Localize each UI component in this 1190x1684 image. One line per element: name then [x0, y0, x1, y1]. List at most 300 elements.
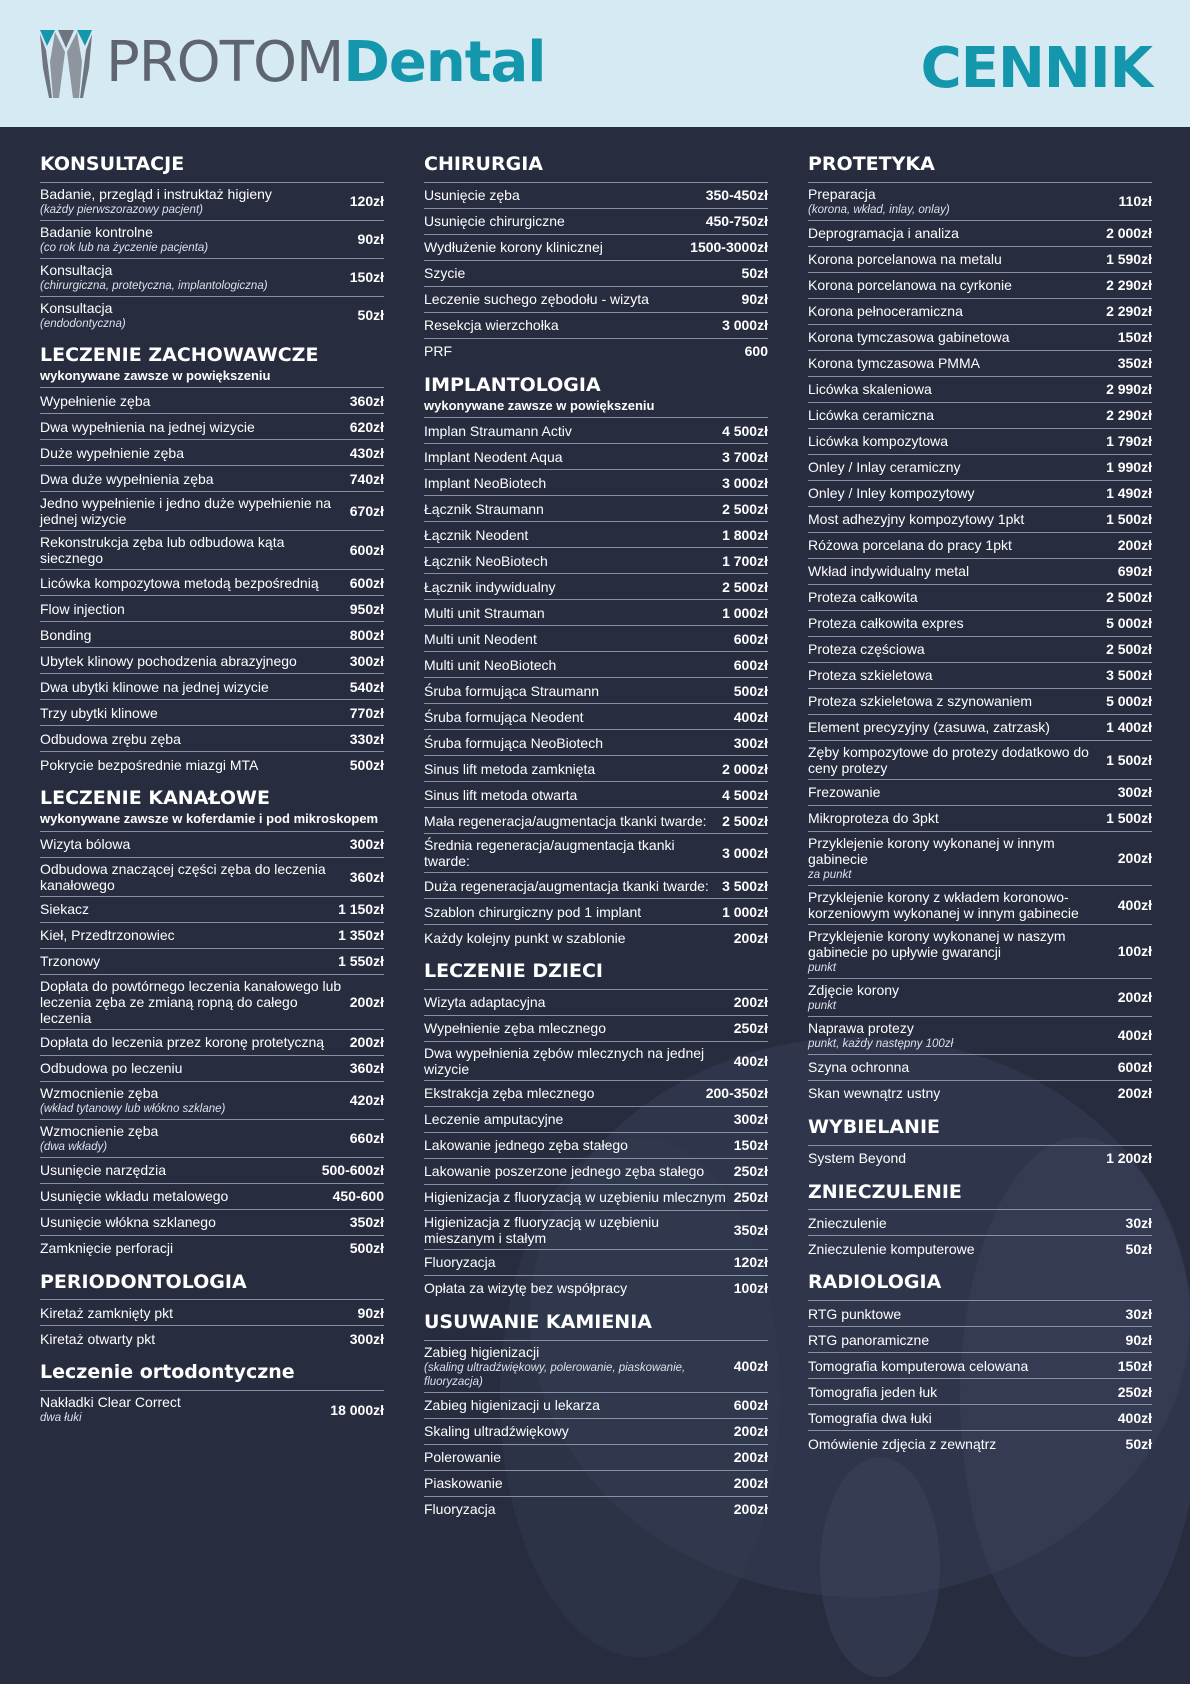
service-name: Kiretaż zamknięty pkt: [40, 1304, 174, 1321]
price-row-label: [424, 265, 742, 281]
service-price: 600zł: [1117, 1059, 1152, 1076]
service-price: 500-600zł: [321, 1162, 384, 1179]
section-title: LECZENIE DZIECI: [424, 960, 603, 983]
service-name: Implan Straumann Activ: [424, 422, 572, 439]
price-row-label: [424, 683, 734, 699]
service-name: Dwa duże wypełnienia zęba: [40, 470, 214, 487]
price-row: [424, 312, 768, 338]
price-row: [40, 1390, 384, 1428]
price-row: [424, 729, 768, 755]
service-price: 2 500zł: [1106, 589, 1152, 606]
service-price: 1 490zł: [1106, 485, 1152, 502]
page-title: CENNIK: [920, 36, 1152, 101]
price-row-label: [424, 1397, 734, 1413]
price-row-label: [808, 1410, 1118, 1426]
service-price: 600zł: [733, 630, 768, 647]
service-name: Łącznik Straumann: [424, 500, 544, 517]
price-row-label: [424, 631, 734, 647]
service-price: 200zł: [349, 1034, 384, 1051]
price-row-label: [40, 1123, 350, 1154]
price-row: [808, 779, 1152, 805]
service-price: 50zł: [1125, 1240, 1152, 1257]
service-price: 400zł: [1117, 1409, 1152, 1426]
section-title: LECZENIE ZACHOWAWCZE: [40, 343, 319, 366]
service-price: 2 000zł: [722, 760, 768, 777]
service-price: 330zł: [349, 730, 384, 747]
price-row: [808, 220, 1152, 246]
service-name: Odbudowa zrębu zęba: [40, 730, 181, 747]
price-row-label: [40, 445, 350, 461]
service-price: 18 000zł: [330, 1401, 384, 1418]
price-row-label: [40, 300, 358, 331]
service-price: 500zł: [349, 756, 384, 773]
service-name: RTG punktowe: [808, 1305, 902, 1322]
service-name: Przyklejenie korony wykonanej w innym gabinecie: [808, 834, 1055, 867]
price-row: [40, 673, 384, 699]
price-section: [424, 374, 768, 950]
section-title: RADIOLOGIA: [808, 1271, 942, 1294]
service-price: 100zł: [733, 1280, 768, 1297]
service-price: 1 350zł: [338, 927, 384, 944]
price-row-label: [40, 1394, 330, 1425]
price-row: [424, 677, 768, 703]
service-price: 200zł: [733, 1475, 768, 1492]
service-name: Duża regeneracja/augmentacja tkanki twarde:: [424, 877, 709, 894]
price-row: [808, 506, 1152, 532]
service-name: Znieczulenie: [808, 1214, 887, 1231]
service-price: 200zł: [1117, 989, 1152, 1006]
price-row-label: [808, 1085, 1118, 1101]
price-row-label: [808, 835, 1118, 882]
service-price: 350zł: [1117, 355, 1152, 372]
service-price: 2 500zł: [722, 578, 768, 595]
service-name: Preparacja: [808, 185, 876, 202]
service-price: 690zł: [1117, 563, 1152, 580]
price-row: [424, 651, 768, 677]
price-row: [424, 182, 768, 208]
price-section: [808, 1271, 1152, 1456]
price-row: [808, 714, 1152, 740]
service-price: 90zł: [357, 1304, 384, 1321]
price-row: [424, 755, 768, 781]
price-row-label: [40, 953, 338, 969]
service-price: 90zł: [357, 231, 384, 248]
price-row-label: [424, 878, 722, 894]
section-title: CHIRURGIA: [424, 153, 543, 175]
price-row-label: [424, 735, 734, 751]
service-name: Przyklejenie korony wykonanej w naszym gabinecie po upływie gwarancji: [808, 927, 1066, 960]
service-name: Multi unit Neodent: [424, 630, 537, 647]
price-row: [424, 1275, 768, 1301]
price-row-label: [424, 213, 706, 229]
price-row-label: [808, 277, 1106, 293]
service-name: Licówka ceramiczna: [808, 407, 935, 424]
section-title: Leczenie ortodontyczne: [40, 1361, 295, 1384]
service-price: 150zł: [1117, 1357, 1152, 1374]
price-row-label: [808, 719, 1106, 735]
price-row-label: [808, 381, 1106, 397]
service-price: 200zł: [733, 1449, 768, 1466]
price-row-label: [40, 1240, 350, 1256]
price-row: [808, 402, 1152, 428]
price-row-label: [808, 589, 1106, 605]
service-price: 150zł: [349, 269, 384, 286]
price-row-label: [424, 813, 722, 829]
price-row: [424, 781, 768, 807]
service-price: 1 000zł: [722, 903, 768, 920]
price-row: [40, 699, 384, 725]
price-row-label: [424, 1111, 734, 1127]
price-row: [40, 922, 384, 948]
price-row: [808, 272, 1152, 298]
service-name: Usunięcie wkładu metalowego: [40, 1188, 229, 1205]
service-name: Onley / Inley kompozytowy: [808, 485, 975, 502]
service-name: Lakowanie jednego zęba stałego: [424, 1137, 628, 1154]
service-price: 1 550zł: [338, 953, 384, 970]
service-name: Tomografia komputerowa celowana: [808, 1357, 1029, 1374]
price-row: [40, 258, 384, 296]
price-row-label: [424, 1280, 734, 1296]
service-price: 200zł: [733, 1501, 768, 1518]
price-row-label: [40, 575, 350, 591]
price-row-label: [808, 641, 1106, 657]
price-section: [424, 960, 768, 1301]
price-row: [808, 662, 1152, 688]
service-name: Szyna ochronna: [808, 1059, 910, 1076]
price-row-label: [808, 784, 1118, 800]
service-price: 600: [744, 343, 768, 360]
service-name: Multi unit NeoBiotech: [424, 656, 557, 673]
service-price: 2 500zł: [1106, 641, 1152, 658]
service-name: Średnia regeneracja/augmentacja tkanki twarde:: [424, 837, 675, 870]
service-name: Mikroproteza do 3pkt: [808, 810, 939, 827]
service-name: Szablon chirurgiczny pod 1 implant: [424, 903, 642, 920]
price-row-label: [424, 1137, 734, 1153]
price-row-label: [808, 982, 1118, 1013]
price-row-label: [40, 978, 350, 1026]
service-name: Proteza szkieletowa z szynowaniem: [808, 693, 1033, 710]
service-price: 1 200zł: [1106, 1150, 1152, 1167]
service-name: Fluoryzacja: [424, 1501, 496, 1518]
price-row-label: [808, 537, 1118, 553]
price-row-label: [808, 1332, 1126, 1348]
service-name: Deprogramacja i analiza: [808, 225, 959, 242]
service-price: 2 290zł: [1106, 407, 1152, 424]
service-price: 100zł: [1117, 943, 1152, 960]
price-row: [424, 1132, 768, 1158]
price-row-label: [40, 653, 350, 669]
price-row: [424, 1210, 768, 1249]
service-name: Łącznik Neodent: [424, 526, 529, 543]
service-name: Śruba formująca Straumann: [424, 682, 600, 699]
price-row: [808, 610, 1152, 636]
service-price: 1 400zł: [1106, 719, 1152, 736]
price-row-label: [424, 1344, 734, 1389]
service-price: 2 000zł: [1106, 225, 1152, 242]
service-price: 740zł: [349, 470, 384, 487]
price-row: [40, 296, 384, 334]
service-price: 150zł: [733, 1137, 768, 1154]
price-row-label: [808, 433, 1106, 449]
price-row-label: [808, 1436, 1126, 1452]
service-price: 200zł: [733, 1423, 768, 1440]
brand-logo: [38, 28, 545, 98]
price-row-label: [424, 1423, 734, 1439]
service-name: Skaling ultradźwiękowy: [424, 1423, 569, 1440]
price-row-label: [40, 627, 350, 643]
service-name: Wizyta bólowa: [40, 836, 131, 853]
service-name: Tomografia dwa łuki: [808, 1409, 932, 1426]
service-price: 300zł: [349, 1330, 384, 1347]
price-row: [424, 703, 768, 729]
price-row-label: [424, 475, 722, 491]
service-name: Zęby kompozytowe do protezy dodatkowo do ceny protezy: [808, 743, 1089, 776]
service-price: 300zł: [1117, 784, 1152, 801]
service-name: Trzonowy: [40, 953, 101, 970]
price-row: [424, 898, 768, 924]
service-name: Piaskowanie: [424, 1475, 503, 1492]
service-name: RTG panoramiczne: [808, 1331, 930, 1348]
price-section: [808, 1116, 1152, 1171]
service-note: za punkt: [808, 868, 852, 881]
section-title: PROTETYKA: [808, 153, 935, 175]
price-row: [40, 1055, 384, 1081]
price-row: [424, 1496, 768, 1522]
service-price: 600zł: [349, 574, 384, 591]
price-row: [40, 857, 384, 896]
price-row: [808, 324, 1152, 350]
price-column-1: [40, 153, 384, 1438]
price-row-label: [424, 787, 722, 803]
service-price: 400zł: [1117, 1027, 1152, 1044]
service-name: Skan wewnątrz ustny: [808, 1085, 941, 1102]
service-name: Korona pełnoceramiczna: [808, 303, 963, 320]
service-price: 200zł: [733, 929, 768, 946]
price-row-label: [808, 889, 1118, 921]
service-name: Rekonstrukcja zęba lub odbudowa kąta siecznego: [40, 534, 285, 567]
price-row-label: [424, 1501, 734, 1517]
price-row: [424, 833, 768, 872]
service-name: Leczenie amputacyjne: [424, 1111, 564, 1128]
service-price: 350zł: [349, 1214, 384, 1231]
service-name: Znieczulenie komputerowe: [808, 1240, 975, 1257]
service-price: 5 000zł: [1106, 615, 1152, 632]
service-name: Implant NeoBiotech: [424, 474, 547, 491]
price-row-label: [424, 761, 722, 777]
section-title: ZNIECZULENIE: [808, 1180, 962, 1203]
price-row: [424, 924, 768, 950]
price-row-label: [40, 836, 350, 852]
service-price: 250zł: [1117, 1383, 1152, 1400]
service-price: 2 500zł: [722, 812, 768, 829]
service-note: punkt: [808, 999, 837, 1012]
service-price: 400zł: [1117, 896, 1152, 913]
price-row: [40, 569, 384, 595]
service-name: Bonding: [40, 626, 92, 643]
service-name: Korona porcelanowa na metalu: [808, 251, 1002, 268]
service-name: Mała regeneracja/augmentacja tkanki twarde:: [424, 812, 707, 829]
service-name: Proteza całkowita: [808, 589, 918, 606]
service-price: 3 000zł: [722, 474, 768, 491]
service-price: 200zł: [1117, 1085, 1152, 1102]
service-name: Kiretaż otwarty pkt: [40, 1330, 156, 1347]
section-title: PERIODONTOLOGIA: [40, 1270, 247, 1293]
service-price: 30zł: [1125, 1305, 1152, 1322]
service-name: Łącznik indywidualny: [424, 578, 556, 595]
price-row: [808, 1016, 1152, 1054]
service-note: (każdy pierwszorazowy pacjent): [40, 203, 203, 216]
brand-name-bold: Dental: [343, 30, 546, 95]
service-name: Wzmocnienie zęba: [40, 1084, 159, 1101]
section-title: KONSULTACJE: [40, 153, 185, 175]
price-row: [808, 1430, 1152, 1456]
price-section: [424, 1311, 768, 1522]
price-row: [808, 1352, 1152, 1378]
service-name: Dwa wypełnienia na jednej wizycie: [40, 418, 255, 435]
price-row-label: [424, 343, 745, 359]
price-row: [808, 1209, 1152, 1235]
service-name: Duże wypełnienie zęba: [40, 444, 184, 461]
service-name: Implant Neodent Aqua: [424, 448, 563, 465]
service-price: 1 800zł: [722, 526, 768, 543]
service-price: 3 500zł: [1106, 667, 1152, 684]
service-price: 360zł: [349, 868, 384, 885]
price-row-label: [40, 471, 350, 487]
price-row: [424, 1158, 768, 1184]
price-row: [808, 454, 1152, 480]
price-row: [808, 688, 1152, 714]
service-price: 120zł: [349, 193, 384, 210]
service-price: 300zł: [349, 652, 384, 669]
price-row: [40, 725, 384, 751]
price-row: [40, 413, 384, 439]
price-row-label: [424, 930, 734, 946]
service-name: Leczenie suchego zębodołu - wizyta: [424, 291, 649, 308]
price-row: [40, 751, 384, 777]
service-price: 90zł: [1125, 1331, 1152, 1348]
service-name: Konsultacja: [40, 261, 113, 278]
price-row-label: [808, 225, 1106, 241]
page-header: [0, 0, 1190, 127]
price-row: [424, 521, 768, 547]
price-row-label: [808, 1150, 1106, 1166]
price-row: [424, 208, 768, 234]
price-row: [424, 547, 768, 573]
price-row: [808, 1080, 1152, 1106]
service-price: 250zł: [733, 1020, 768, 1037]
price-row: [40, 1209, 384, 1235]
price-row-label: [40, 186, 350, 217]
service-price: 400zł: [733, 1052, 768, 1069]
price-row-label: [40, 393, 350, 409]
service-name: Usunięcie chirurgiczne: [424, 213, 565, 230]
service-price: 360zł: [349, 1060, 384, 1077]
price-row: [808, 1404, 1152, 1430]
service-name: Trzy ubytki klinowe: [40, 704, 158, 721]
price-row: [424, 338, 768, 364]
service-note: (chirurgiczna, protetyczna, implantologiczna): [40, 279, 268, 292]
price-row: [808, 831, 1152, 885]
service-name: Siekacz: [40, 901, 90, 918]
price-row: [40, 831, 384, 857]
service-name: Higienizacja z fluoryzacją w uzębieniu mieszanym i stałym: [424, 1213, 660, 1246]
service-name: Ubytek klinowy pochodzenia abrazyjnego: [40, 652, 297, 669]
price-row-label: [424, 423, 722, 439]
service-price: 1 790zł: [1106, 433, 1152, 450]
price-row: [808, 246, 1152, 272]
price-row-label: [424, 1163, 734, 1179]
price-row: [40, 387, 384, 413]
price-row: [424, 1418, 768, 1444]
service-price: 200zł: [349, 993, 384, 1010]
service-price: 620zł: [349, 418, 384, 435]
price-row-label: [424, 605, 722, 621]
price-row-label: [40, 262, 350, 293]
price-row-label: [40, 1085, 350, 1116]
price-row: [424, 1106, 768, 1132]
service-name: Lakowanie poszerzone jednego zęba stałego: [424, 1163, 705, 1180]
service-note: (korona, wkład, inlay, onlay): [808, 203, 950, 216]
service-name: Dwa wypełnienia zębów mlecznych na jednej wizycie: [424, 1044, 705, 1077]
service-price: 110zł: [1118, 193, 1152, 210]
price-column-3: [808, 153, 1152, 1466]
price-row-label: [424, 291, 742, 307]
price-row-label: [808, 1215, 1126, 1231]
service-price: 660zł: [349, 1130, 384, 1147]
price-row: [40, 948, 384, 974]
price-row-label: [40, 731, 350, 747]
service-price: 1 590zł: [1106, 251, 1152, 268]
service-name: Zamknięcie perforacji: [40, 1240, 174, 1257]
price-section: [40, 344, 384, 777]
price-row-label: [424, 1254, 734, 1270]
service-name: Korona tymczasowa PMMA: [808, 355, 980, 372]
service-name: Frezowanie: [808, 784, 881, 801]
price-row-label: [424, 239, 690, 255]
price-row: [808, 182, 1152, 220]
price-row-label: [40, 861, 350, 893]
price-row-label: [808, 563, 1118, 579]
service-price: 540zł: [349, 678, 384, 695]
service-name: Konsultacja: [40, 299, 113, 316]
price-row: [40, 595, 384, 621]
section-title: USUWANIE KAMIENIA: [424, 1310, 652, 1333]
service-name: Wydłużenie korony klinicznej: [424, 239, 603, 256]
service-price: 500zł: [733, 682, 768, 699]
service-name: Korona tymczasowa gabinetowa: [808, 329, 1010, 346]
service-name: Omówienie zdjęcia z zewnątrz: [808, 1435, 997, 1452]
price-row: [808, 350, 1152, 376]
service-name: Flow injection: [40, 600, 125, 617]
service-price: 200zł: [733, 994, 768, 1011]
price-row: [40, 1119, 384, 1157]
price-row-label: [808, 459, 1106, 475]
price-row-label: [808, 744, 1106, 776]
service-name: Wypełnienie zęba: [40, 392, 151, 409]
price-row: [808, 805, 1152, 831]
price-row: [40, 1299, 384, 1325]
price-row: [808, 885, 1152, 924]
service-price: 1 990zł: [1106, 459, 1152, 476]
service-price: 50zł: [357, 307, 384, 324]
service-name: Proteza szkieletowa: [808, 667, 933, 684]
price-row-label: [424, 904, 722, 920]
service-name: Dopłata do leczenia przez koronę protetyczną: [40, 1034, 325, 1051]
price-row: [424, 989, 768, 1015]
price-row: [424, 260, 768, 286]
service-name: Onley / Inlay ceramiczny: [808, 459, 961, 476]
service-price: 420zł: [349, 1092, 384, 1109]
